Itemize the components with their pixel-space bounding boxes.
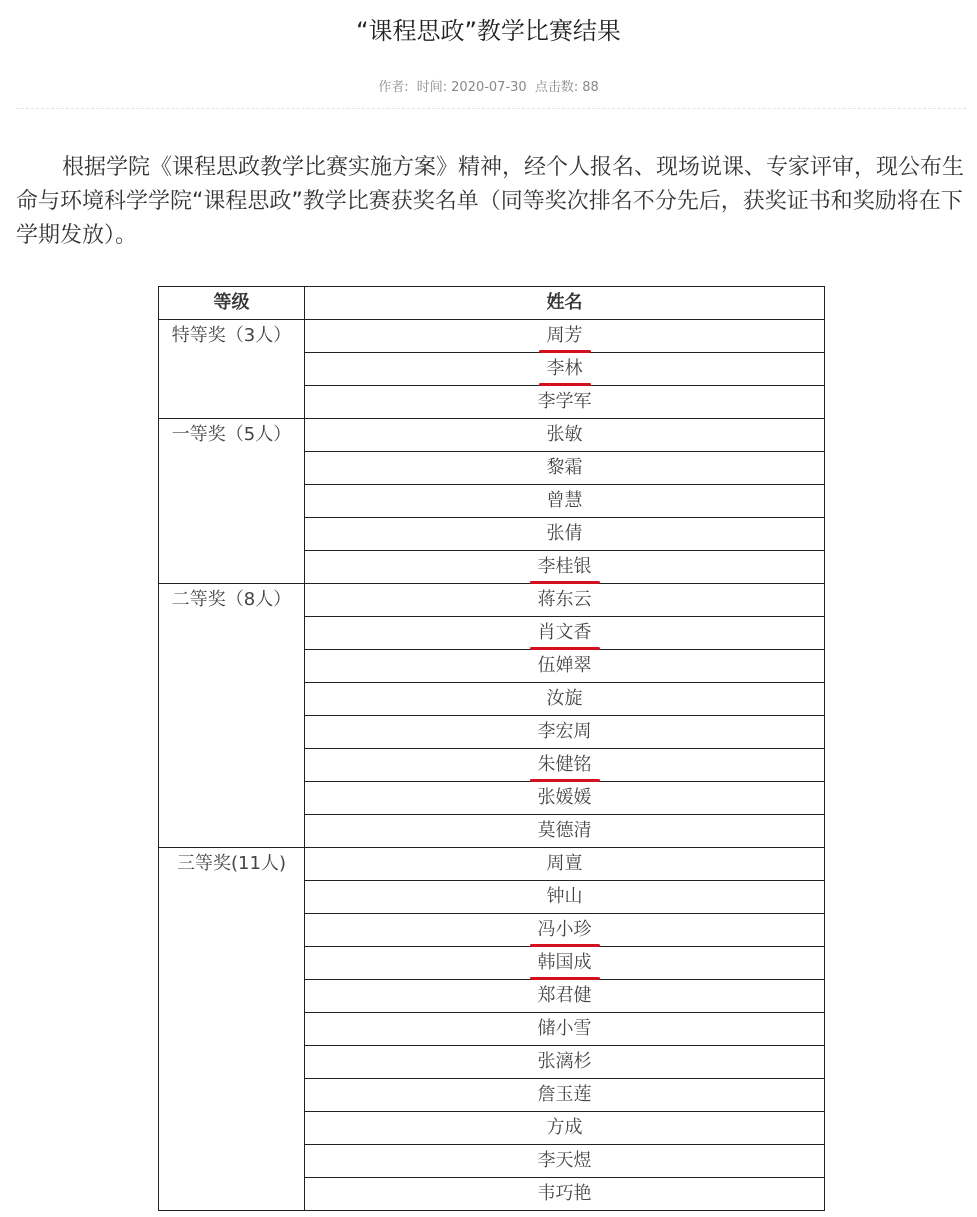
winner-name: 周亶 bbox=[546, 853, 583, 874]
header-name: 姓名 bbox=[305, 287, 825, 320]
name-cell bbox=[305, 1112, 825, 1145]
winner-name: 李学军 bbox=[537, 391, 592, 412]
name-cell bbox=[305, 1046, 825, 1079]
winner-name: 李天煜 bbox=[537, 1150, 592, 1171]
name-cell bbox=[305, 815, 825, 848]
time-label: 时间: bbox=[416, 80, 448, 95]
name-cell bbox=[305, 1178, 825, 1211]
name-cell bbox=[305, 320, 825, 353]
name-cell bbox=[305, 914, 825, 947]
winner-name: 李宏周 bbox=[537, 721, 592, 742]
name-cell bbox=[305, 386, 825, 419]
announcement-paragraph: 根据学院《课程思政教学比赛实施方案》精神，经个人报名、现场说课、专家评审，现公布生命与环境科学学院“课程思政”教学比赛获奖名单（同等奖次排名不分先后，获奖证书和奖励将在下学期发放）。 bbox=[16, 155, 965, 248]
meta-divider bbox=[16, 108, 966, 109]
winner-name: 郑君健 bbox=[537, 985, 592, 1006]
grade-cell: 二等奖（8人） bbox=[159, 584, 305, 848]
winner-name: 储小雪 bbox=[537, 1018, 592, 1039]
author-label: 作者: bbox=[378, 80, 409, 95]
grade-cell: 三等奖(11人) bbox=[159, 848, 305, 1211]
article-meta bbox=[0, 78, 977, 98]
underlined-winner-name: 韩国成 bbox=[538, 947, 592, 979]
table-header-row bbox=[159, 287, 825, 320]
name-cell bbox=[305, 947, 825, 980]
name-cell bbox=[305, 485, 825, 518]
name-cell bbox=[305, 617, 825, 650]
name-cell bbox=[305, 1079, 825, 1112]
name-cell bbox=[305, 1145, 825, 1178]
winner-name: 汝旋 bbox=[546, 688, 583, 709]
grade-cell: 一等奖（5人） bbox=[159, 419, 305, 584]
awards-table bbox=[158, 286, 825, 1211]
name-cell bbox=[305, 584, 825, 617]
winner-name: 黎霜 bbox=[546, 457, 583, 478]
grade-cell: 特等奖（3人） bbox=[159, 320, 305, 419]
underlined-winner-name: 朱健铭 bbox=[538, 749, 592, 781]
name-cell bbox=[305, 881, 825, 914]
winner-name: 方成 bbox=[546, 1117, 583, 1138]
name-cell bbox=[305, 980, 825, 1013]
clicks-label: 点击数: bbox=[534, 80, 579, 95]
winner-name: 伍婵翠 bbox=[537, 655, 592, 676]
table-row bbox=[159, 419, 825, 452]
name-cell bbox=[305, 452, 825, 485]
publish-date: 2020-07-30 bbox=[451, 80, 527, 95]
winner-name: 曾慧 bbox=[546, 490, 583, 511]
name-cell bbox=[305, 551, 825, 584]
underlined-winner-name: 李桂银 bbox=[538, 551, 592, 583]
header-grade: 等级 bbox=[159, 287, 305, 320]
winner-name: 韦巧艳 bbox=[537, 1183, 592, 1204]
name-cell bbox=[305, 353, 825, 386]
underlined-winner-name: 冯小珍 bbox=[538, 914, 592, 946]
click-count: 88 bbox=[582, 80, 599, 95]
underlined-winner-name: 肖文香 bbox=[538, 617, 592, 649]
name-cell bbox=[305, 650, 825, 683]
winner-name: 钟山 bbox=[546, 886, 583, 907]
underlined-winner-name: 李林 bbox=[547, 353, 583, 385]
article-title: “课程思政”教学比赛结果 bbox=[356, 17, 621, 45]
winner-name: 莫德清 bbox=[537, 820, 592, 841]
table-row bbox=[159, 848, 825, 881]
awards-table-body bbox=[159, 320, 825, 1211]
table-row bbox=[159, 320, 825, 353]
name-cell bbox=[305, 419, 825, 452]
winner-name: 张媛媛 bbox=[537, 787, 592, 808]
underlined-winner-name: 周芳 bbox=[547, 320, 583, 352]
winner-name: 詹玉莲 bbox=[537, 1084, 592, 1105]
name-cell bbox=[305, 749, 825, 782]
winner-name: 张倩 bbox=[546, 523, 583, 544]
winner-name: 张敏 bbox=[546, 424, 583, 445]
winner-name: 蒋东云 bbox=[537, 589, 592, 610]
name-cell bbox=[305, 848, 825, 881]
name-cell bbox=[305, 683, 825, 716]
name-cell bbox=[305, 716, 825, 749]
name-cell bbox=[305, 782, 825, 815]
winner-name: 张漓杉 bbox=[537, 1051, 592, 1072]
table-row bbox=[159, 584, 825, 617]
name-cell bbox=[305, 518, 825, 551]
name-cell bbox=[305, 1013, 825, 1046]
